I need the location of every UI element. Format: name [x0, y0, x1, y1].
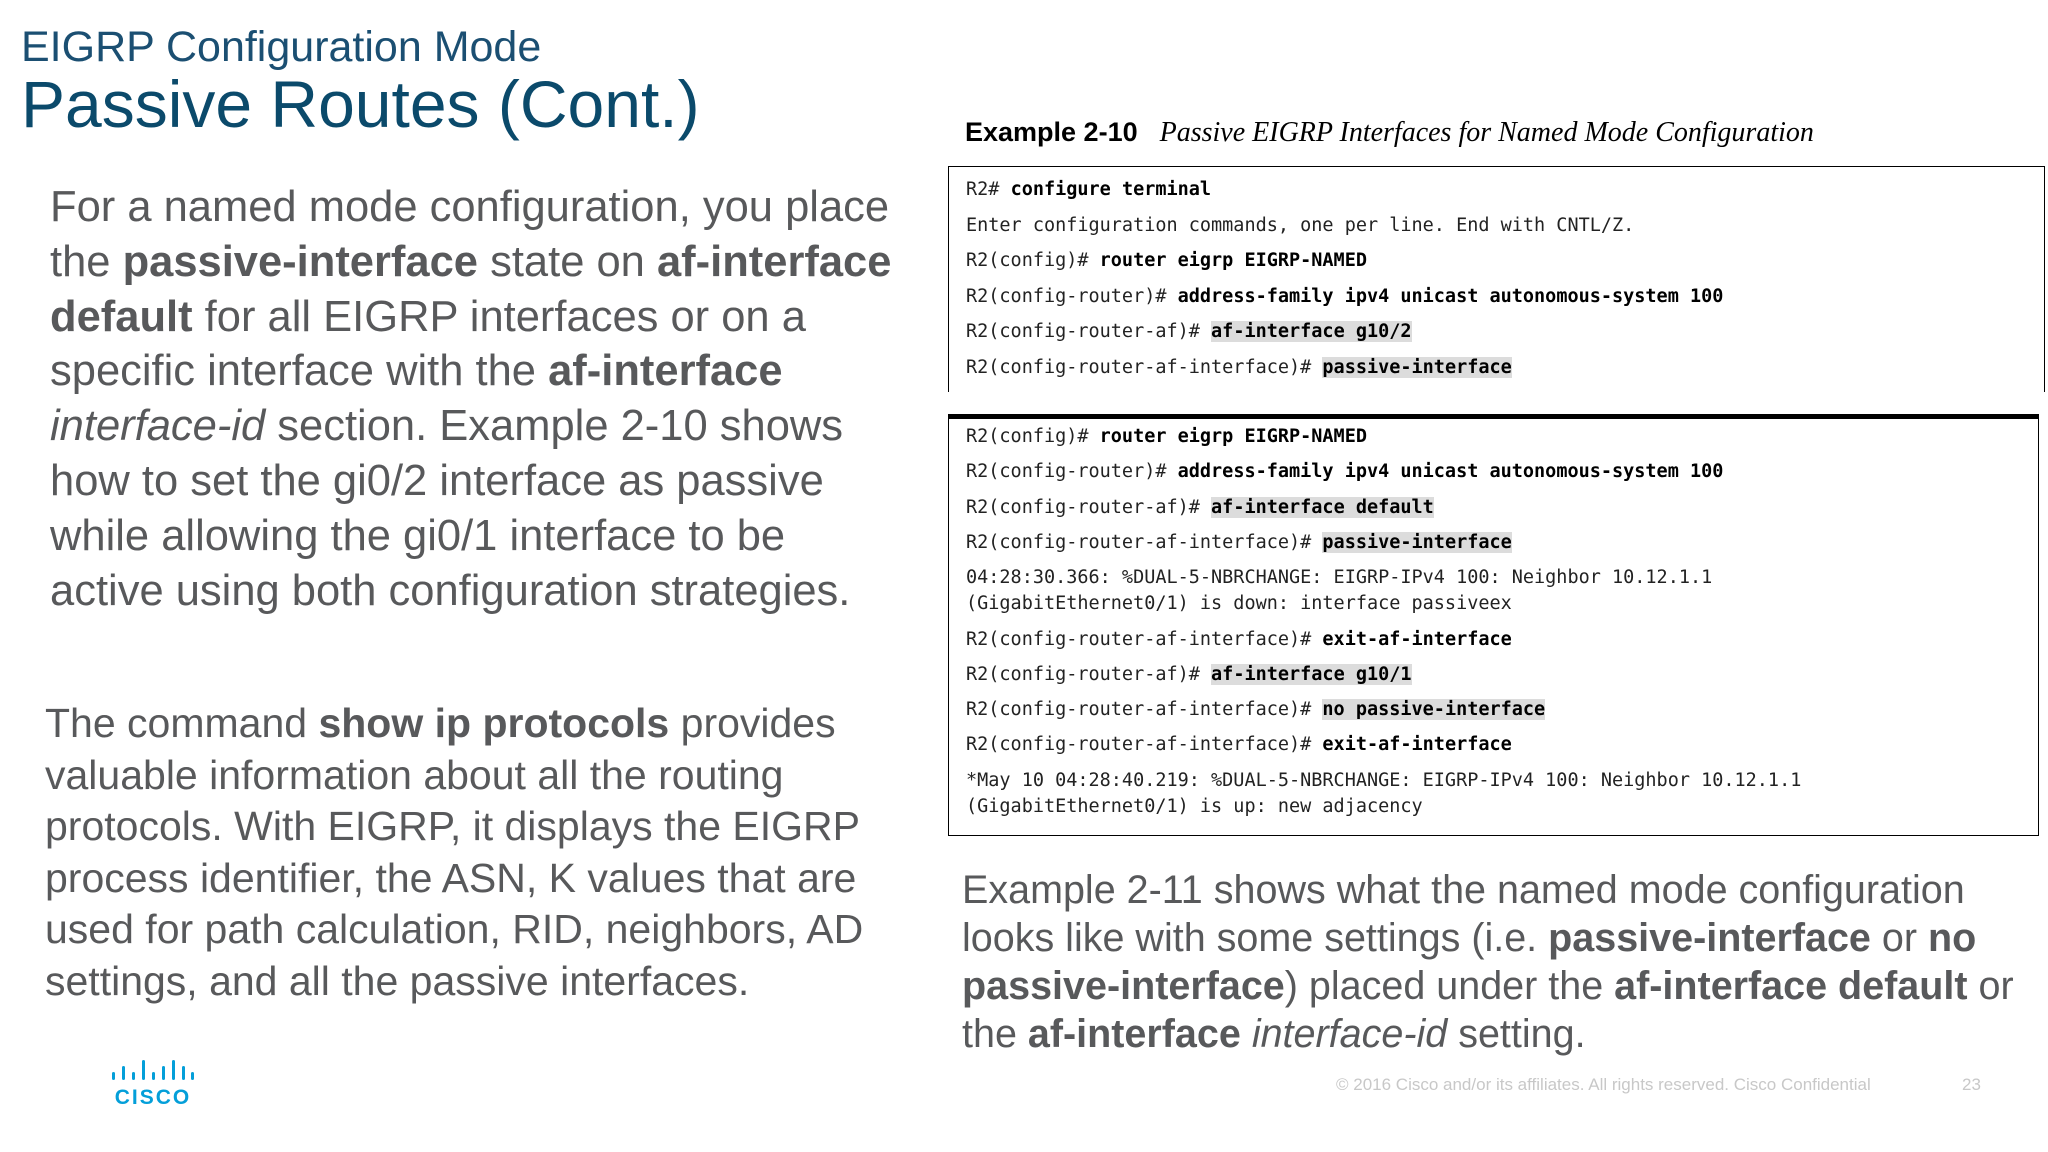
code-command: af-interface g10/2 — [1211, 321, 1412, 342]
text-run: section. Example 2-10 shows how to set the gi0/2 interface as passive while allowing the gi0/1 interface to be active using both configuration strategies. — [50, 402, 851, 615]
text-run: For a named mode configuration, you place the — [50, 183, 890, 286]
slide-title: Passive Routes (Cont.) — [21, 67, 700, 141]
text-run: provides valuable information about all the routing protocols. With EIGRP, it displays the EIGRP process identifier, the ASN, K values that are used for path calculation, RID, neighbors, AD settings, and all the passive interfaces. — [45, 700, 864, 1004]
code-prompt: R2(config-router-af)# — [966, 663, 1212, 685]
body-paragraph-example-2-11 — [962, 866, 2042, 1058]
code-line — [966, 424, 1367, 450]
code-command: passive-interface — [1322, 531, 1512, 553]
code-line — [966, 459, 1723, 485]
code-line — [966, 627, 1512, 653]
code-line — [966, 732, 1512, 758]
text-run: setting. — [1447, 1012, 1586, 1056]
text-run: Example 2-11 shows what the named mode configuration looks like with some settings (i.e. — [962, 868, 1965, 960]
example-number: Example 2-10 — [965, 117, 1138, 147]
code-command: no passive-interface — [1322, 699, 1546, 721]
code-line — [966, 319, 1412, 345]
example-caption — [965, 114, 1814, 155]
text-run: ) placed under the — [1284, 964, 1615, 1008]
code-prompt: (GigabitEthernet0/1) is up: new adjacency — [966, 795, 1423, 817]
text-run — [1241, 1012, 1252, 1056]
code-prompt: R2(config-router-af-interface)# — [966, 356, 1323, 378]
code-prompt: R2(config-router-af-interface)# — [966, 628, 1323, 650]
text-run: The command — [45, 700, 319, 746]
text-run: or — [1870, 916, 1928, 960]
code-prompt: R2(config-router-af-interface)# — [966, 531, 1323, 553]
footer-copyright: © 2016 Cisco and/or its affiliates. All rights reserved. Cisco Confidential — [1336, 1075, 1871, 1094]
bold-term: passive-interface — [122, 237, 478, 286]
code-prompt: R2# — [966, 179, 1011, 200]
code-line — [966, 177, 1211, 203]
code-command: router eigrp EIGRP-NAMED — [1099, 426, 1367, 447]
code-prompt: R2(config)# — [966, 426, 1100, 447]
bold-term: af-interface — [1027, 1012, 1241, 1056]
code-line — [966, 248, 1367, 274]
code-line — [966, 662, 1412, 688]
code-line — [966, 565, 1712, 591]
example-description: Passive EIGRP Interfaces for Named Mode Configuration — [1159, 117, 1814, 148]
code-prompt: (GigabitEthernet0/1) is down: interface passiveex — [966, 593, 1512, 615]
code-line — [966, 697, 1545, 723]
code-prompt: R2(config-router)# — [966, 285, 1178, 307]
cisco-bars-icon — [110, 1058, 196, 1086]
slide-subtitle: EIGRP Configuration Mode — [21, 23, 542, 71]
code-line — [966, 284, 1723, 310]
code-prompt: R2(config-router)# — [966, 461, 1178, 483]
code-command: exit-af-interface — [1322, 628, 1512, 650]
code-command: af-interface default — [1211, 496, 1434, 518]
code-prompt: R2(config)# — [966, 250, 1100, 271]
code-command: configure terminal — [1010, 179, 1212, 200]
code-line — [966, 213, 1634, 239]
code-prompt: *May 10 04:28:40.219: %DUAL-5-NBRCHANGE: EIGRP-IPv4 100: Neighbor 10.12.1.1 — [966, 769, 1802, 791]
code-prompt: R2(config-router-af)# — [966, 496, 1212, 518]
body-paragraph-named-mode — [50, 180, 910, 618]
code-line — [966, 794, 1423, 820]
bold-term: no passive-interface — [962, 916, 1977, 1008]
code-command: af-interface g10/1 — [1211, 663, 1412, 685]
bold-term: af-interface default — [50, 237, 892, 341]
bold-term: af-interface default — [1614, 964, 1968, 1008]
page-number: 23 — [1962, 1075, 1981, 1094]
bold-term: show ip protocols — [318, 700, 670, 746]
code-block-interface-default — [948, 414, 2039, 836]
code-command: router eigrp EIGRP-NAMED — [1099, 250, 1367, 271]
code-command: address-family ipv4 unicast autonomous-system 100 — [1177, 461, 1724, 483]
code-prompt: R2(config-router-af-interface)# — [966, 734, 1323, 756]
text-run: or the — [962, 964, 2014, 1056]
bold-term: passive-interface — [1548, 916, 1871, 960]
code-prompt: Enter configuration commands, one per line. End with CNTL/Z. — [966, 214, 1635, 236]
code-line — [966, 768, 1801, 794]
code-command: passive-interface — [1322, 356, 1512, 378]
code-line — [966, 530, 1512, 556]
italic-term: interface-id — [1251, 1012, 1448, 1056]
code-command: address-family ipv4 unicast autonomous-system 100 — [1177, 285, 1724, 307]
code-line — [966, 355, 1512, 381]
bold-term: af-interface — [548, 347, 783, 396]
cisco-logo-text: CISCO — [114, 1086, 192, 1109]
code-prompt: R2(config-router-af)# — [966, 321, 1212, 342]
code-prompt: R2(config-router-af-interface)# — [966, 699, 1323, 721]
body-paragraph-show-ip-protocols — [45, 698, 925, 1007]
italic-term: interface-id — [50, 402, 266, 451]
code-line — [966, 591, 1512, 617]
code-prompt: 04:28:30.366: %DUAL-5-NBRCHANGE: EIGRP-IPv4 100: Neighbor 10.12.1.1 — [966, 567, 1713, 589]
code-block-interface-specific — [948, 166, 2045, 392]
text-run: state on — [478, 237, 657, 286]
code-command: exit-af-interface — [1322, 734, 1512, 756]
cisco-logo — [110, 1058, 196, 1108]
code-line — [966, 495, 1434, 521]
text-run: for all EIGRP interfaces or on a specific interface with the — [50, 292, 806, 396]
